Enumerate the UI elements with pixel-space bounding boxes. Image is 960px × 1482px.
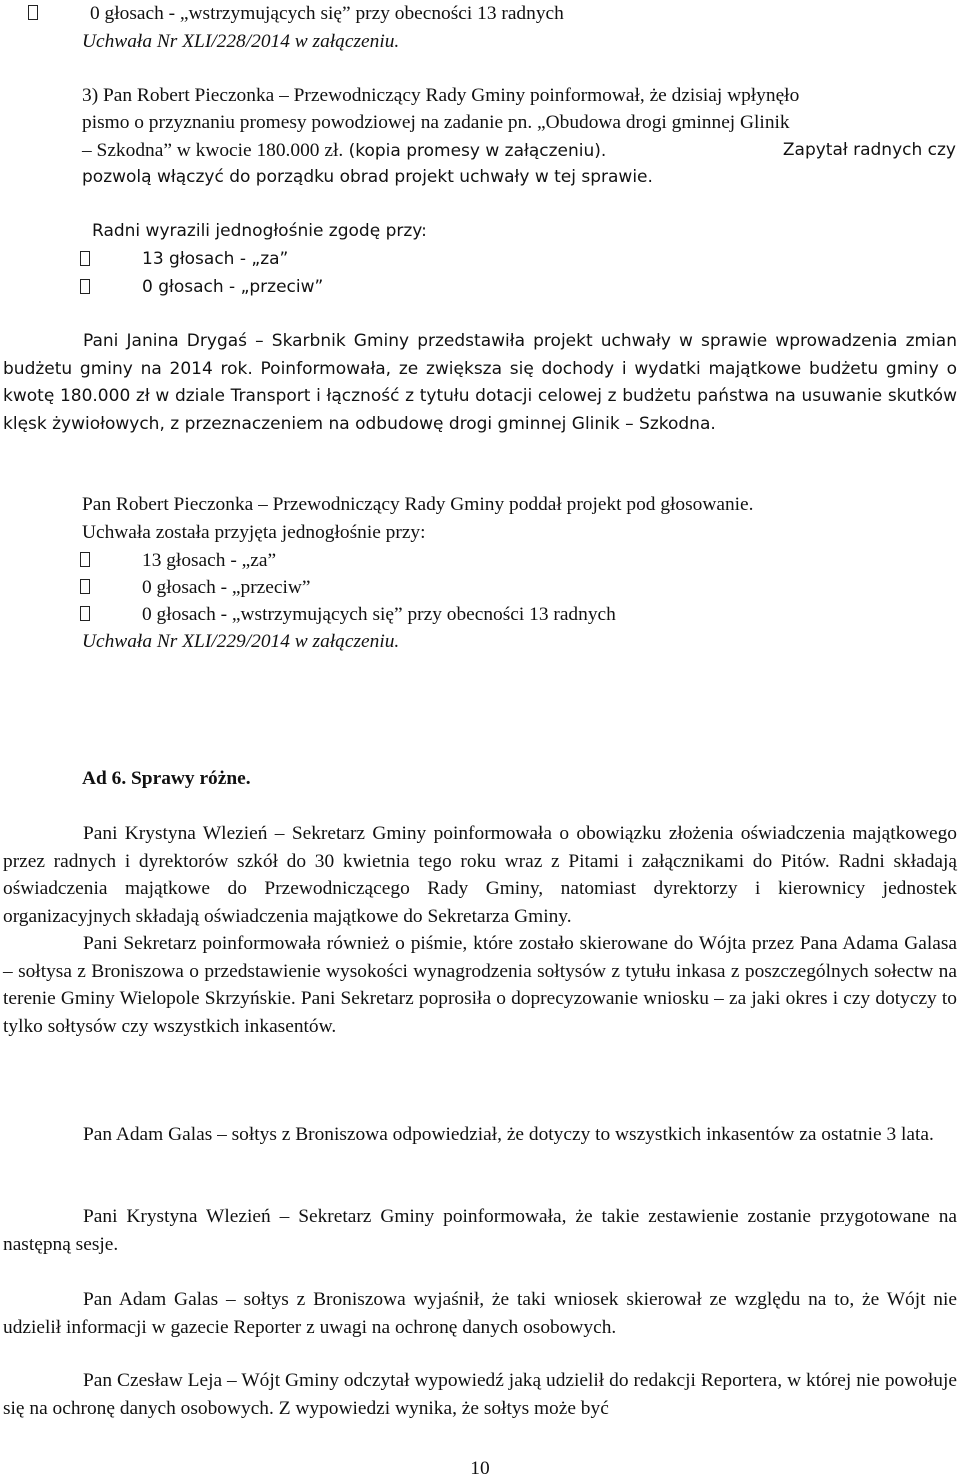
paragraph-text: Pan Czesław Leja – Wójt Gminy odczytał wypowiedź jaką udzielił do redakcji Reportera, w której nie powołuje się na ochronę danych osobowych. Z wypowiedzi wynika, że sołtys może być: [3, 1370, 957, 1419]
text-run: (kopia promesy w załączeniu).: [343, 141, 607, 161]
paragraph: [3, 1203, 957, 1258]
paragraph: [3, 1367, 957, 1422]
paragraph-line: Uchwała została przyjęta jednogłośnie przy:: [82, 522, 426, 543]
paragraph-line: [82, 137, 956, 165]
vote-text: 0 głosach - „przeciw”: [142, 277, 324, 297]
section-heading: Ad 6. Sprawy różne.: [82, 768, 251, 789]
paragraph-line: Pan Robert Pieczonka – Przewodniczący Rady Gminy poddał projekt pod głosowanie.: [82, 494, 754, 515]
paragraph-line: pozwolą włączyć do porządku obrad projekt uchwały w tej sprawie.: [82, 167, 653, 187]
paragraph: [3, 328, 957, 438]
resolution-reference: Uchwała Nr XLI/229/2014 w załączeniu.: [82, 631, 400, 652]
consent-intro: Radni wyrazili jednogłośnie zgodę przy:: [92, 221, 427, 241]
text-run: Zapytał radnych czy: [782, 140, 956, 160]
paragraph-text: Pani Janina Drygaś – Skarbnik Gminy przedstawiła projekt uchwały w sprawie wprowadzenia zmian budżetu gminy na 2014 rok. Poinformowała, ze zwiększa się dochody i wydatki majątkowe budżetu gminy o kwotę 180.000 zł w dziale Transport i łączność z tytułu dotacji celowej z budżetu państwa na usuwanie skutków klęsk żywiołowych, z przeznaczeniem na odbudowę drogi gminnej Glinik – Szkodna.: [3, 331, 957, 434]
bullet-icon: [80, 251, 90, 266]
bullet-icon: [28, 5, 38, 20]
page-number: 10: [470, 1458, 490, 1479]
bullet-icon: [80, 579, 90, 594]
bullet-icon: [80, 279, 90, 294]
paragraph: [3, 1121, 957, 1149]
vote-text: 0 głosach - „wstrzymujących się” przy obecności 13 radnych: [90, 3, 564, 24]
vote-text: 13 głosach - „za”: [142, 550, 277, 571]
paragraph-text: Pan Adam Galas – sołtys z Broniszowa wyjaśnił, że taki wniosek skierował ze względu na to, że Wójt nie udzielił informacji w gazecie Reporter z uwagi na ochronę danych osobowych.: [3, 1289, 957, 1338]
vote-text: 0 głosach - „przeciw”: [142, 577, 311, 598]
paragraph-text: Pan Adam Galas – sołtys z Broniszowa odpowiedział, że dotyczy to wszystkich inkasentów za ostatnie 3 lata.: [83, 1124, 934, 1145]
paragraph: [3, 820, 957, 1040]
paragraph: [3, 1286, 957, 1341]
bullet-icon: [80, 606, 90, 621]
paragraph-text: Pani Krystyna Wlezień – Sekretarz Gminy poinformowała o obowiązku złożenia oświadczenia majątkowego przez radnych i dyrektorów szkół do 30 kwietnia tego roku wraz z Pitami i załącznikami do Pitów. Radni składają oświadczenia majątkowe do Przewodniczącego Rady Gminy, natomiast dyrektorzy i kierownicy jednostek organizacyjnych składają oświadczenia majątkowe do Sekretarza Gminy.: [3, 823, 957, 927]
resolution-reference: Uchwała Nr XLI/228/2014 w załączeniu.: [82, 31, 400, 52]
bullet-icon: [80, 552, 90, 567]
paragraph-line: pismo o przyznaniu promesy powodziowej na zadanie pn. „Obudowa drogi gminnej Glinik: [82, 112, 790, 133]
vote-text: 0 głosach - „wstrzymujących się” przy obecności 13 radnych: [142, 604, 616, 625]
vote-text: 13 głosach - „za”: [142, 249, 289, 269]
text-run: – Szkodna” w kwocie 180.000 zł.: [82, 140, 344, 161]
paragraph-text: Pani Sekretarz poinformowała również o piśmie, które zostało skierowane do Wójta przez Pana Adama Galasa – sołtysa z Broniszowa o przedstawienie wysokości wynagrodzenia sołtysów z tytułu inkasa z poszczególnych sołectw na terenie Gminy Wielopole Skrzyńskie. Pani Sekretarz poprosiła o doprecyzowanie wniosku – za jaki okres i czy dotyczy to tylko sołtysów czy wszystkich inkasentów.: [3, 933, 957, 1037]
paragraph-text: Pani Krystyna Wlezień – Sekretarz Gminy poinformowała, że takie zestawienie zostanie przygotowane na następną sesje.: [3, 1206, 957, 1255]
paragraph-line: 3) Pan Robert Pieczonka – Przewodniczący Rady Gminy poinformował, że dzisiaj wpłynęło: [82, 85, 800, 106]
